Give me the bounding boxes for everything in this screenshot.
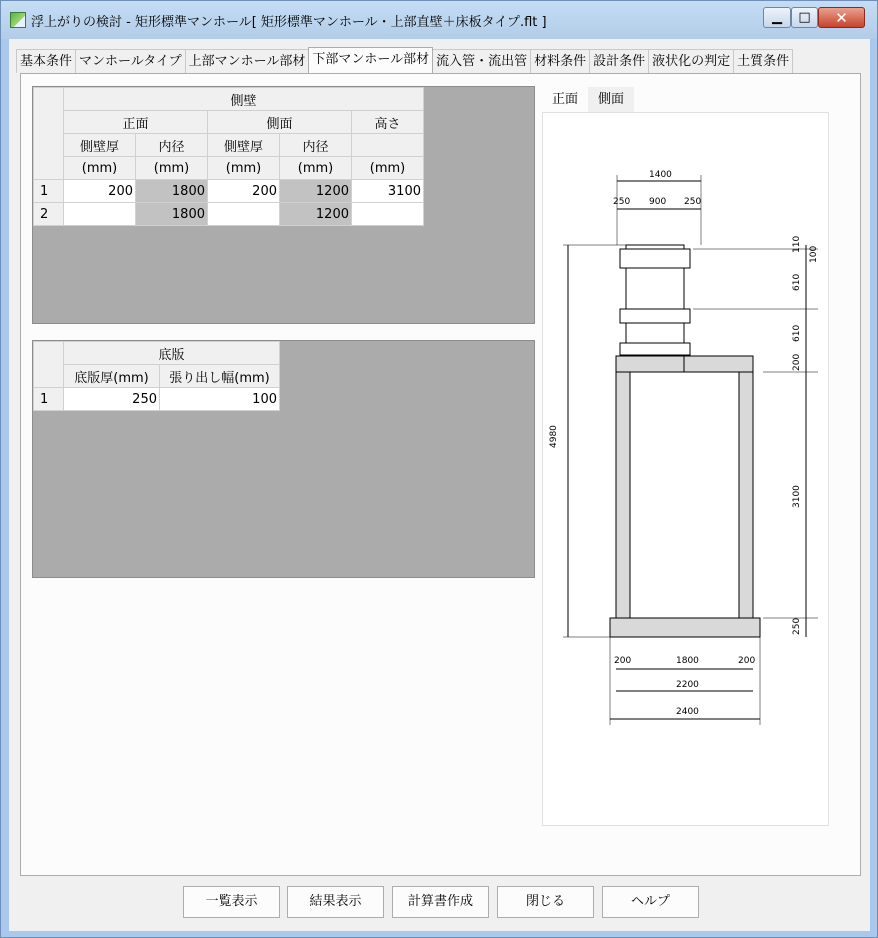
front-thickness-cell[interactable] [64, 203, 136, 226]
side-diameter-cell: 1200 [280, 203, 352, 226]
front-thickness-unit: (mm) [64, 157, 136, 180]
dim-text-250-right: 250 [684, 197, 702, 207]
dim-text-200-left: 200 [614, 656, 632, 666]
front-header: 正面 [64, 111, 208, 134]
dim-text-4980: 4980 [549, 425, 559, 448]
dim-text-1800: 1800 [676, 656, 699, 666]
dim-text-200-right: 200 [738, 656, 756, 666]
left-wall [616, 372, 630, 618]
row-number: 1 [34, 180, 64, 203]
side-header: 側面 [208, 111, 352, 134]
side-thickness-header: 側壁厚 [208, 134, 280, 157]
middle-collar [620, 309, 690, 323]
dim-text-1400: 1400 [649, 170, 672, 180]
tab-soil-conditions[interactable]: 土質条件 [733, 49, 793, 73]
minimize-button[interactable] [763, 7, 791, 28]
side-wall-group-header: 側壁 [64, 88, 424, 111]
tab-upper-members[interactable]: 上部マンホール部材 [185, 49, 310, 73]
right-wall [739, 372, 753, 618]
table-row [34, 203, 424, 226]
dim-text-110: 110 [792, 235, 802, 253]
side-thickness-unit: (mm) [208, 157, 280, 180]
base-slab-grid [32, 340, 535, 578]
close-button[interactable]: 閉じる [497, 886, 594, 918]
side-thickness-cell[interactable] [208, 203, 280, 226]
height-unit: (mm) [352, 157, 424, 180]
dim-text-3100: 3100 [792, 485, 802, 508]
upper-collar [620, 249, 690, 268]
manhole-diagram [543, 113, 830, 827]
base-slab-table [33, 341, 280, 411]
tab-material-conditions[interactable]: 材料条件 [530, 49, 590, 73]
table-row [34, 388, 280, 411]
close-window-button[interactable] [818, 7, 865, 28]
front-diameter-cell: 1800 [136, 180, 208, 203]
list-view-button[interactable]: 一覧表示 [183, 886, 280, 918]
row-number: 2 [34, 203, 64, 226]
tab-lower-members[interactable]: 下部マンホール部材 [308, 47, 433, 73]
dim-text-200-slab: 200 [792, 353, 802, 371]
minimize-icon: ▁ [772, 10, 782, 25]
create-report-button[interactable]: 計算書作成 [392, 886, 489, 918]
front-diameter-cell: 1800 [136, 203, 208, 226]
side-thickness-cell[interactable]: 200 [208, 180, 280, 203]
side-diameter-header: 内径 [280, 134, 352, 157]
front-diameter-header: 内径 [136, 134, 208, 157]
tab-side-view[interactable]: 側面 [588, 87, 634, 112]
side-wall-grid [32, 86, 535, 324]
grid-corner [34, 342, 64, 388]
dim-text-2400: 2400 [676, 707, 699, 717]
dim-text-2200: 2200 [676, 680, 699, 690]
manhole-drawing [542, 112, 829, 826]
tab-manhole-type[interactable]: マンホールタイプ [75, 49, 186, 73]
close-icon: ✕ [835, 9, 848, 27]
side-diameter-unit: (mm) [280, 157, 352, 180]
tab-design-conditions[interactable]: 設計条件 [589, 49, 649, 73]
slab-thickness-cell[interactable]: 250 [64, 388, 160, 411]
side-wall-table [33, 87, 424, 226]
dim-text-900: 900 [649, 197, 667, 207]
dim-text-610-bottom: 610 [792, 324, 802, 342]
dim-text-610-top: 610 [792, 273, 802, 291]
lower-collar [620, 343, 690, 355]
projection-width-cell[interactable]: 100 [160, 388, 280, 411]
app-icon [10, 12, 26, 28]
projection-width-header: 張り出し幅(mm) [160, 365, 280, 388]
result-view-button[interactable]: 結果表示 [287, 886, 384, 918]
drawing-tabs [542, 87, 634, 112]
grid-corner [34, 88, 64, 180]
tab-pipes[interactable]: 流入管・流出管 [432, 49, 531, 73]
side-diameter-cell: 1200 [280, 180, 352, 203]
table-row [34, 180, 424, 203]
front-thickness-header: 側壁厚 [64, 134, 136, 157]
title-bar[interactable] [1, 1, 877, 39]
base-slab-group-header: 底版 [64, 342, 280, 365]
front-diameter-unit: (mm) [136, 157, 208, 180]
row-number: 1 [34, 388, 64, 411]
height-cell[interactable]: 3100 [352, 180, 424, 203]
help-button[interactable]: ヘルプ [602, 886, 699, 918]
window-title: 浮上がりの検討 - 矩形標準マンホール[ 矩形標準マンホール・上部直壁＋床板タイプ.flt ] [31, 15, 547, 30]
slab-thickness-header: 底版厚(mm) [64, 365, 160, 388]
height-cell[interactable] [352, 203, 424, 226]
tab-liquefaction[interactable]: 液状化の判定 [648, 49, 734, 73]
main-tabs [16, 49, 792, 74]
dim-text-100: 100 [809, 245, 819, 263]
front-thickness-cell[interactable]: 200 [64, 180, 136, 203]
height-header-blank [352, 134, 424, 157]
dim-text-250-left: 250 [613, 197, 631, 207]
base-slab [610, 618, 760, 637]
maximize-icon: □ [798, 10, 811, 25]
maximize-button[interactable] [791, 7, 818, 28]
height-header: 高さ [352, 111, 424, 134]
tab-basic-conditions[interactable]: 基本条件 [16, 49, 76, 73]
tab-front-view[interactable]: 正面 [542, 87, 588, 112]
dim-text-250-base: 250 [792, 617, 802, 635]
